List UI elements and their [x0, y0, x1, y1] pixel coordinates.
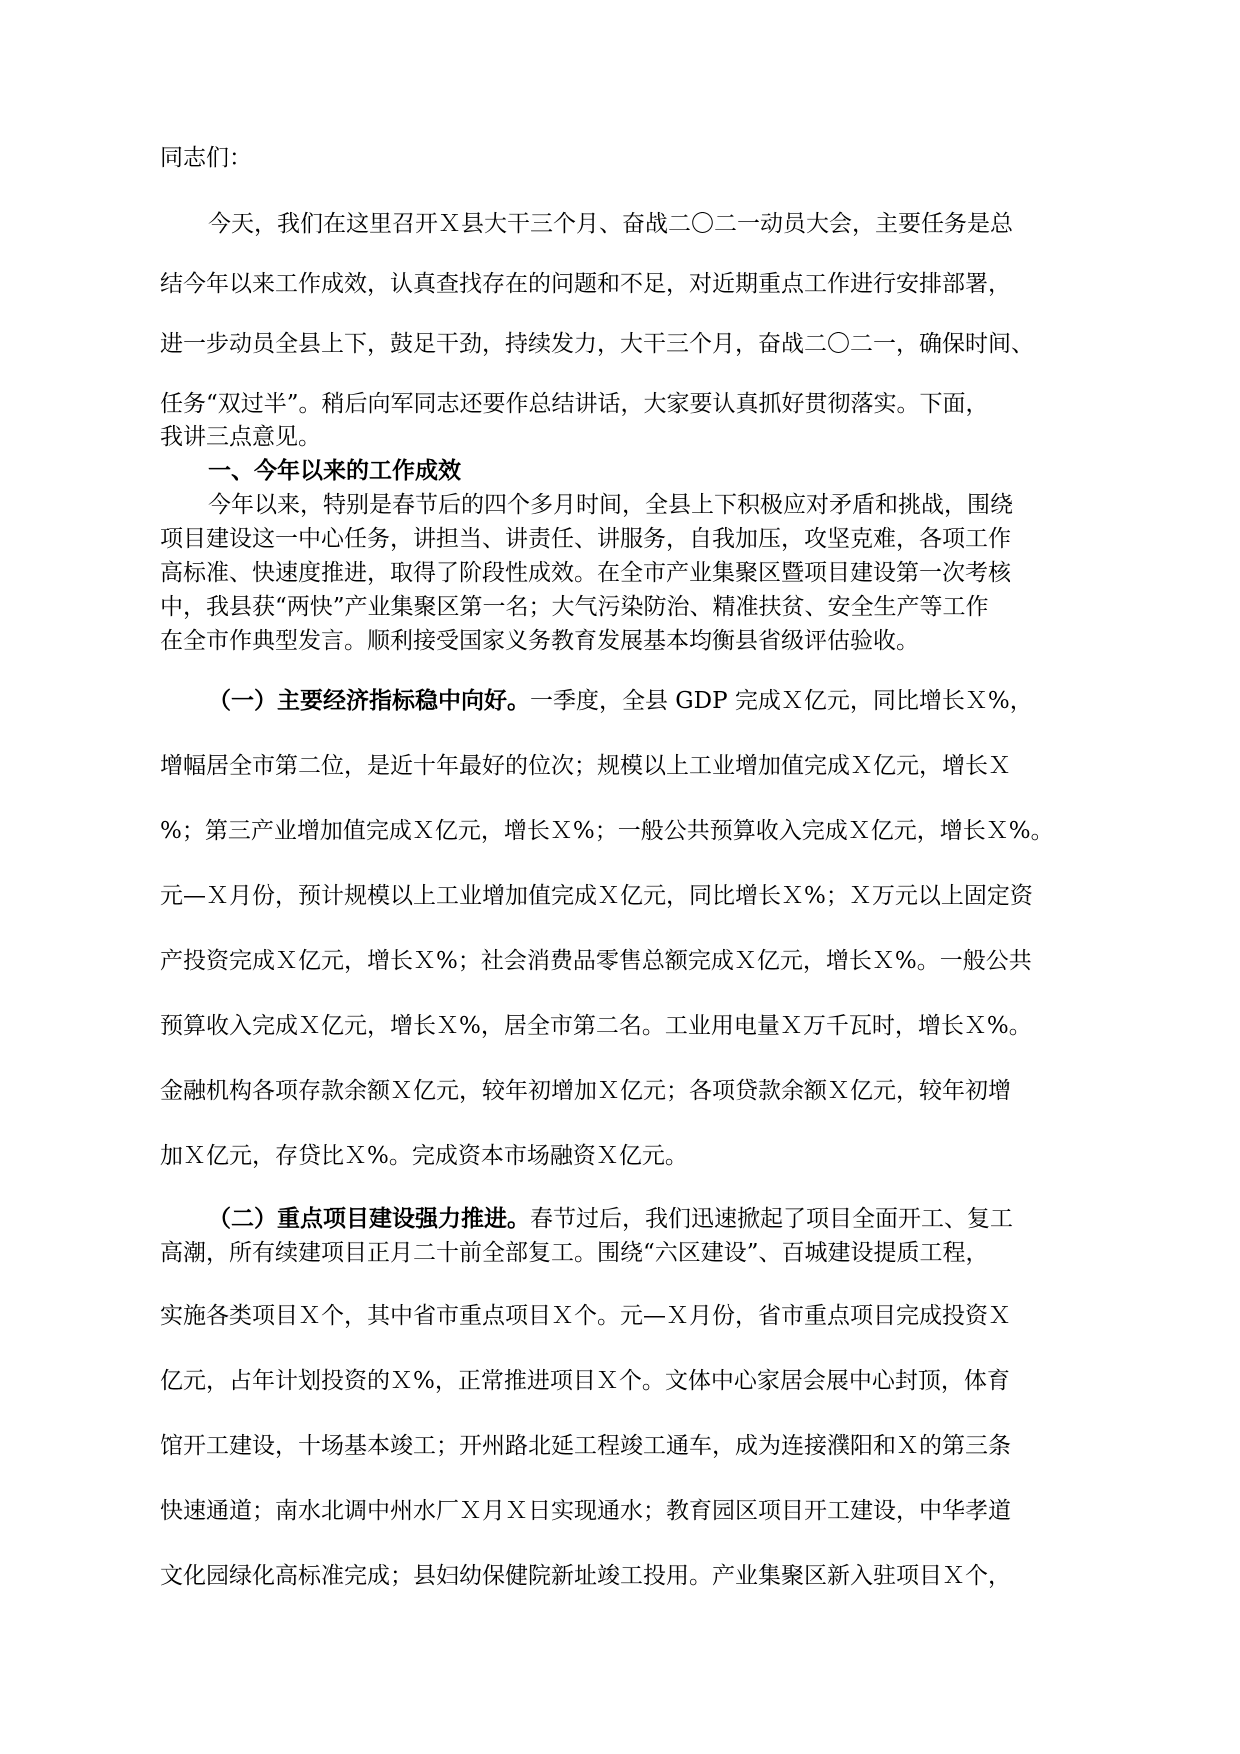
subsection-first-line — [208, 1205, 1090, 1233]
subsection-line: 加Ｘ亿元，存贷比Ｘ%。完成资本市场融资Ｘ亿元。 — [160, 1143, 688, 1169]
subsection-heading: （一）主要经济指标稳中向好。 — [208, 687, 530, 714]
subsection-line: 金融机构各项存款余额Ｘ亿元，较年初增加Ｘ亿元；各项贷款余额Ｘ亿元，较年初增 — [160, 1078, 1011, 1104]
subsection-line: 文化园绿化高标准完成；县妇幼保健院新址竣工投用。产业集聚区新入驻项目Ｘ个， — [160, 1563, 1011, 1589]
subsection-line: 快速通道；南水北调中州水厂Ｘ月Ｘ日实现通水；教育园区项目开工建设，中华孝道 — [160, 1498, 1011, 1524]
subsection-heading: （二）重点项目建设强力推进。 — [208, 1205, 530, 1232]
section-paragraph-line: 中，我县获“两快”产业集聚区第一名；大气污染防治、精准扶贫、安全生产等工作 — [160, 594, 989, 620]
intro-line: 我讲三点意见。 — [160, 424, 321, 450]
subsection-text: 春节过后，我们迅速掀起了项目全面开工、复工 — [530, 1206, 1013, 1232]
intro-line: 今天，我们在这里召开Ｘ县大干三个月、奋战二〇二一动员大会，主要任务是总 — [208, 211, 1013, 237]
subsection-line: 实施各类项目Ｘ个，其中省市重点项目Ｘ个。元—Ｘ月份，省市重点项目完成投资Ｘ — [160, 1303, 1011, 1329]
subsection-line: 产投资完成Ｘ亿元，增长Ｘ%；社会消费品零售总额完成Ｘ亿元，增长Ｘ%。一般公共 — [160, 948, 1032, 974]
subsection-line: 馆开工建设，十场基本竣工；开州路北延工程竣工通车，成为连接濮阳和Ｘ的第三条 — [160, 1433, 1011, 1459]
subsection-line: 亿元，占年计划投资的Ｘ%，正常推进项目Ｘ个。文体中心家居会展中心封顶，体育 — [160, 1368, 1010, 1394]
subsection-line: %；第三产业增加值完成Ｘ亿元，增长Ｘ%；一般公共预算收入完成Ｘ亿元，增长Ｘ%。 — [160, 818, 1054, 844]
subsection-line: 高潮，所有续建项目正月二十前全部复工。围绕“六区建设”、百城建设提质工程， — [160, 1240, 989, 1266]
intro-line: 任务“双过半”。稍后向军同志还要作总结讲话，大家要认真抓好贯彻落实。下面， — [160, 391, 989, 417]
salutation: 同志们： — [160, 145, 252, 171]
subsection-line: 增幅居全市第二位，是近十年最好的位次；规模以上工业增加值完成Ｘ亿元，增长Ｘ — [160, 753, 1011, 779]
section-paragraph-line: 在全市作典型发言。顺利接受国家义务教育发展基本均衡县省级评估验收。 — [160, 628, 919, 654]
intro-line: 结今年以来工作成效，认真查找存在的问题和不足，对近期重点工作进行安排部署， — [160, 271, 1011, 297]
subsection-first-line — [208, 687, 1090, 715]
subsection-text: 一季度，全县 GDP 完成Ｘ亿元，同比增长Ｘ%， — [530, 688, 1033, 714]
subsection-line: 预算收入完成Ｘ亿元，增长Ｘ%，居全市第二名。工业用电量Ｘ万千瓦时，增长Ｘ%。 — [160, 1013, 1032, 1039]
subsection-line: 元—Ｘ月份，预计规模以上工业增加值完成Ｘ亿元，同比增长Ｘ%；Ｘ万元以上固定资 — [160, 883, 1033, 909]
intro-line: 进一步动员全县上下，鼓足干劲，持续发力，大干三个月，奋战二〇二一，确保时间、 — [160, 331, 1034, 357]
section-paragraph-line: 项目建设这一中心任务，讲担当、讲责任、讲服务，自我加压，攻坚克难，各项工作 — [160, 526, 1011, 552]
section-paragraph-line: 高标准、快速度推进，取得了阶段性成效。在全市产业集聚区暨项目建设第一次考核 — [160, 560, 1011, 586]
section-paragraph-line: 今年以来，特别是春节后的四个多月时间，全县上下积极应对矛盾和挑战，围绕 — [208, 492, 1013, 518]
section-heading: 一、今年以来的工作成效 — [208, 457, 461, 484]
